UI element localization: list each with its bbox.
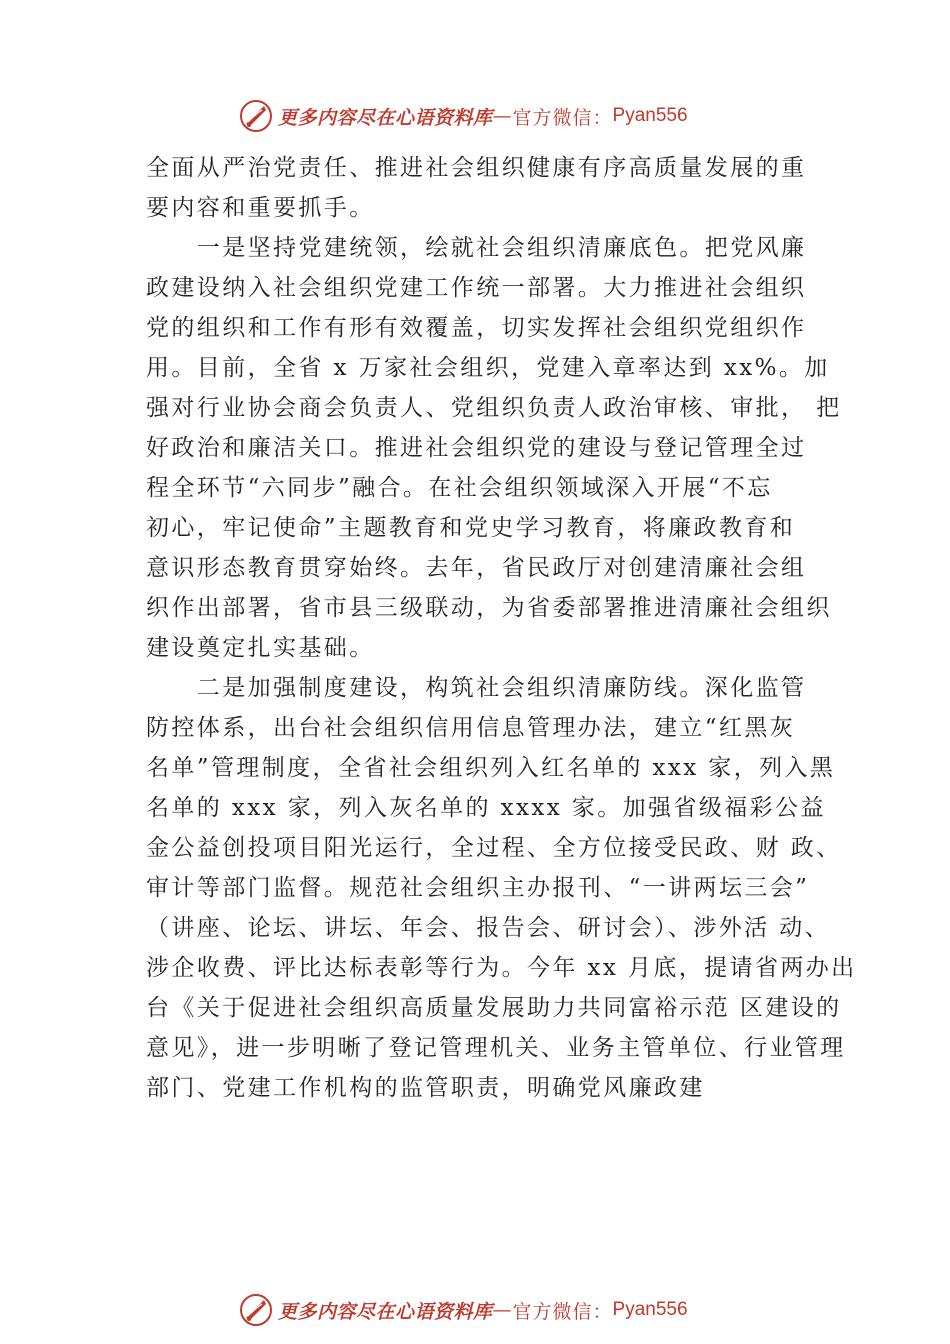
text-line: 一是坚持党建统领，绘就社会组织清廉底色。把党风廉 <box>146 235 807 261</box>
text-line: 政建设纳入社会组织党建工作统一部署。大力推进社会组织 <box>146 275 807 301</box>
text-line: 意识形态教育贯穿始终。去年，省民政厅对创建清廉社会组 <box>146 555 807 581</box>
text-line: 台《关于促进社会组织高质量发展助力共同富裕示范 区建设的 <box>146 995 842 1021</box>
text-line: 程全环节“六同步”融合。在社会组织领域深入开展“不忘 <box>146 475 773 501</box>
header-banner-wechat-id: Pyan556 <box>612 105 688 126</box>
footer-banner <box>238 1290 688 1330</box>
quill-seal-icon <box>238 1292 274 1328</box>
text-line: 审计等部门监督。规范社会组织主办报刊、“一讲两坛三会” <box>146 875 810 901</box>
text-line: 防控体系，出台社会组织信用信息管理办法，建立“红黑灰 <box>146 715 796 741</box>
header-banner-title: 更多内容尽在心语资料库 <box>278 106 493 129</box>
text-line: 部门、党建工作机构的监管职责，明确党风廉政建 <box>146 1075 705 1101</box>
text-line: 党的组织和工作有形有效覆盖，切实发挥社会组织党组织作 <box>146 315 807 341</box>
text-line: 建设奠定扎实基础。 <box>146 635 375 661</box>
footer-banner-wechat-id: Pyan556 <box>612 1299 688 1320</box>
text-line: 织作出部署，省市县三级联动，为省委部署推进清廉社会组织 <box>146 595 832 621</box>
text-line: 金公益创投项目阳光运行，全过程、全方位接受民政、财 政、 <box>146 835 842 861</box>
text-line: 全面从严治党责任、推进社会组织健康有序高质量发展的重 <box>146 155 807 181</box>
document-body <box>146 148 857 1108</box>
text-line: 初心，牢记使命”主题教育和党史学习教育，将廉政教育和 <box>146 515 796 541</box>
text-line: 用。目前，全省 x 万家社会组织，党建入章率达到 xx%。加 <box>146 355 830 381</box>
text-line: 意见》，进一步明晰了登记管理机关、业务主管单位、行业管理 <box>146 1035 846 1061</box>
header-banner-wechat-label: 官方微信： <box>512 106 613 129</box>
text-line: 涉企收费、评比达标表彰等行为。今年 xx 月底，提请省两办出 <box>146 955 857 981</box>
footer-banner-wechat-label: 官方微信： <box>512 1300 613 1323</box>
quill-seal-icon <box>238 98 274 134</box>
text-line: 好政治和廉洁关口。推进社会组织党的建设与登记管理全过 <box>146 435 807 461</box>
header-banner <box>238 96 688 136</box>
text-line: 名单的 xxx 家，列入灰名单的 xxxx 家。加强省级福彩公益 <box>146 795 826 821</box>
footer-banner-title: 更多内容尽在心语资料库 <box>278 1300 493 1323</box>
text-line: 名单”管理制度，全省社会组织列入红名单的 xxx 家，列入黑 <box>146 755 836 781</box>
text-line: 要内容和重要抓手。 <box>146 195 375 221</box>
footer-banner-dash: — <box>492 1299 513 1321</box>
text-line: 二是加强制度建设，构筑社会组织清廉防线。深化监管 <box>146 675 807 701</box>
text-line: 强对行业协会商会负责人、党组织负责人政治审核、审批， 把 <box>146 395 842 421</box>
header-banner-dash: — <box>492 105 513 127</box>
text-line: （讲座、论坛、讲坛、年会、报告会、研讨会）、涉外活 动、 <box>146 915 831 941</box>
